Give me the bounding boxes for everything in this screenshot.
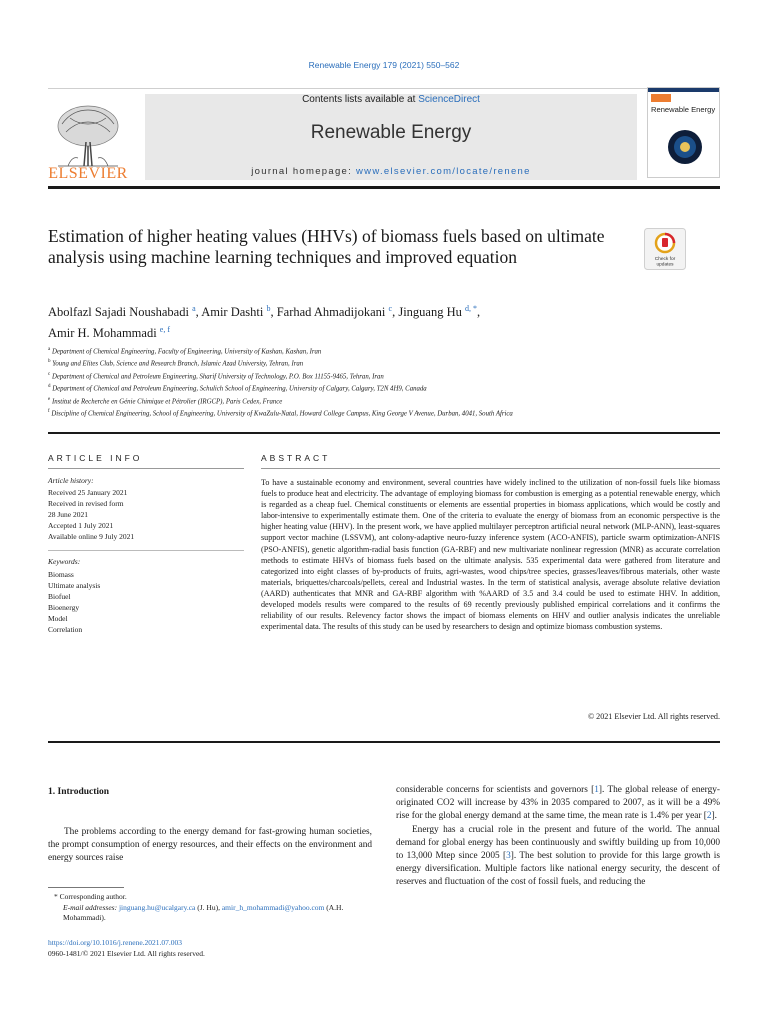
affiliation-key: e <box>48 396 51 402</box>
author-name: Amir H. Mohammadi <box>48 326 157 341</box>
author <box>48 305 201 319</box>
section-rule <box>48 741 720 743</box>
article-info-rule <box>48 468 244 469</box>
author-name: Abolfazl Sajadi Noushabadi <box>48 305 189 320</box>
journal-homepage-link[interactable]: www.elsevier.com/locate/renene <box>356 166 531 177</box>
affiliation-key: f <box>48 409 50 415</box>
introduction-heading: 1. Introduction <box>48 787 110 797</box>
author-affiliation-marker[interactable]: d, * <box>465 304 477 313</box>
body-text: ]. <box>711 811 717 822</box>
email-addresses <box>48 903 372 924</box>
affiliation-text: Institut de Recherche en Génie Chimique et Pétrolier (IRGCP), Paris Cedex, France <box>51 398 283 406</box>
author-affiliation-marker[interactable]: b <box>266 304 271 313</box>
affiliation-item <box>48 407 688 419</box>
contents-line <box>145 94 637 105</box>
abstract-text: To have a sustainable economy and environment, several countries have widely inclined to the utilization of non-fossil fuels like biomass fuels to produce heat and electricity. The advantage of employing biomass for combustion is emerging as a potential renewable energy, which is regarded as a cheap fuel. Chemical constituents or elements are essential properties in biomass applications, which would be costly and labor-intensive to experimentally estimate them. One of the criteria to evaluate the energy of biomass from an economic perspective is the higher heating value (HHV). In the present work, we have applied multilayer perceptron artificial neural network (MLP-ANN), least-squares support vector machine (LSSVM), ant colony-adaptive neuro-fuzzy inference system (ACO-ANFIS), particle swarm optimization-ANFIS (PSO-ANFIS), genetic algorithm-radial basis function (GA-RBF) and new multivariate nonlinear regression (MNR) as accurate correlation methods to estimate HHVs of biomass fuels based on the ultimate analysis. 535 experimental data were gathered from literature and categorized into eight classes of by-products of fruits, agri-wastes, wood chips/tree species, grasses/leaves/fibrous materials, other waste materials, briquettes/charcoals/pellets, cereal and Industrial wastes. In the term of statistical analysis, average absolute relative deviation (AARD) authenticates that MNR and GA-RBF algorithm with %AARD of 3.5 and 3.4 could be used to estimate HHV. In addition, developed models results were compared to the results of 69 recently previously published empirical correlations and it confirms the reliability of our results. Relevency factor shows the impact of biomass elements on HHV and outlier analysis indicates the unreliable experimental data. The results of this study can be used by researchers to design and optimize biomass combustion systems. <box>261 478 720 632</box>
affiliation-key: b <box>48 359 51 365</box>
affiliation-key: a <box>48 347 51 352</box>
history-item: Received 25 January 2021 <box>48 488 128 497</box>
article-history-list <box>48 487 134 542</box>
doi-block <box>48 938 205 959</box>
affiliation-item <box>48 357 688 369</box>
homepage-prefix: journal homepage: <box>251 166 356 177</box>
history-item: 28 June 2021 <box>48 510 88 519</box>
intro-paragraph: The problems according to the energy demand for fast-growing human societies, the prompt consumption of energy resources, and their effects on the environment and energy sources raise <box>48 827 372 864</box>
doi-link[interactable]: https://doi.org/10.1016/j.renene.2021.07.003 <box>48 938 183 947</box>
affiliation-text: Young and Elites Club, Science and Research Branch, Islamic Azad University, Tehran, Iran <box>52 360 304 368</box>
email-link[interactable]: amir_h_mohammadi@yahoo.com <box>221 902 325 912</box>
abstract-heading: ABSTRACT <box>261 453 331 463</box>
footnote-rule <box>48 887 124 888</box>
affiliation-item <box>48 395 688 407</box>
body-paragraph <box>396 784 720 824</box>
affiliation-item <box>48 382 688 394</box>
banner-bottom-rule <box>48 186 720 189</box>
copyright-notice: © 2021 Elsevier Ltd. All rights reserved. <box>587 712 720 721</box>
affiliation-key: d <box>48 384 51 390</box>
journal-cover-thumbnail[interactable] <box>647 87 720 178</box>
publisher-wordmark: ELSEVIER <box>48 165 128 182</box>
author-separator: , <box>392 305 399 320</box>
article-info-heading: ARTICLE INFO <box>48 453 143 463</box>
history-item: Accepted 1 July 2021 <box>48 521 114 530</box>
affiliation-text: Discipline of Chemical Engineering, School of Engineering, University of KwaZulu-Natal, Howard College Campus, King George V Avenue, Durban, 4041, South Africa <box>51 410 513 418</box>
author-separator: , <box>477 305 481 320</box>
keywords-rule <box>48 550 244 551</box>
author-affiliation-marker[interactable]: e, f <box>159 325 171 335</box>
affiliation-text: Department of Chemical and Petroleum Engineering, Sharif University of Technology, P.O. Box 11155-9465, Tehran, Iran <box>51 373 384 381</box>
author <box>277 305 399 319</box>
body-paragraph <box>396 824 720 890</box>
reference-link[interactable]: 3 <box>506 851 511 862</box>
corresponding-author-note: * Corresponding author. <box>54 892 127 901</box>
reference-link[interactable]: 2 <box>706 811 712 822</box>
abstract-rule <box>261 468 720 469</box>
author-name: Farhad Ahmadijokani <box>276 305 386 320</box>
keyword-item: Correlation <box>48 625 83 634</box>
email-link[interactable]: jinguang.hu@ucalgary.ca <box>118 902 196 912</box>
author-name: Amir Dashti <box>201 305 264 320</box>
cover-image-icon <box>666 128 704 166</box>
author <box>398 305 480 319</box>
issn-line: 0960-1481/© 2021 Elsevier Ltd. All rights reserved. <box>48 948 205 958</box>
cover-title: Renewable Energy <box>651 105 716 114</box>
email-owner: (J. Hu), <box>195 902 222 912</box>
banner-top-rule <box>48 88 720 89</box>
right-column-text <box>396 784 720 890</box>
keyword-item: Model <box>48 614 68 623</box>
journal-citation[interactable]: Renewable Energy 179 (2021) 550–562 <box>308 60 460 70</box>
history-item: Received in revised form <box>48 499 124 508</box>
journal-homepage-line <box>145 166 637 177</box>
svg-text:Check for: Check for <box>654 257 676 262</box>
author <box>201 305 277 319</box>
cover-top-band <box>648 88 720 92</box>
email-owner: (A.H. Mohammadi). <box>63 902 344 922</box>
section-rule <box>48 432 720 434</box>
svg-text:updates: updates <box>656 262 674 268</box>
reference-link[interactable]: 1 <box>594 785 599 795</box>
body-text: ]. The global release of energy-originated CO2 will increase by 43% in 2035 compared to 2007, as it will be a 49% rise for the global energy demand at the same time, the mean rate is 1.4% per year [ <box>396 785 720 822</box>
affiliation-text: Department of Chemical Engineering, Faculty of Engineering, University of Kashan, Kashan, Iran <box>51 348 322 356</box>
sciencedirect-link[interactable]: ScienceDirect <box>418 94 480 105</box>
author-affiliation-marker[interactable]: c <box>388 304 393 313</box>
journal-name: Renewable Energy <box>310 122 472 143</box>
email-label: E-mail addresses: <box>63 902 119 912</box>
author-separator: , <box>195 305 202 320</box>
affiliation-item <box>48 345 688 357</box>
keyword-item: Biomass <box>48 570 74 579</box>
affiliation-item <box>48 370 688 382</box>
article-title: Estimation of higher heating values (HHVs) of biomass fuels based on ultimate analysis using machine learning techniques and improved equation <box>48 226 605 267</box>
author-name: Jinguang Hu <box>398 305 462 320</box>
affiliation-key: c <box>48 371 51 377</box>
check-for-updates-icon[interactable] <box>644 228 686 270</box>
keyword-item: Ultimate analysis <box>48 581 101 590</box>
contents-prefix: Contents lists available at <box>302 94 419 105</box>
author-separator: , <box>270 305 277 320</box>
body-text: Energy has a crucial role in the present and future of the world. The annual demand for global energy has been continuously and swiftly building up from 10,000 to 13,000 Mtep since 2005 [ <box>396 824 720 862</box>
footnote <box>48 892 372 924</box>
author <box>48 326 170 340</box>
body-text: considerable concerns for scientists and governors [ <box>396 785 595 795</box>
keyword-item: Bioenergy <box>48 603 80 612</box>
affiliation-list <box>48 345 688 420</box>
affiliation-text: Department of Chemical and Petroleum Engineering, Schulich School of Engineering, University of Calgary, Calgary, T2N 4H9, Canada <box>52 385 427 393</box>
author-list <box>48 300 688 342</box>
keywords-label: Keywords: <box>48 557 81 566</box>
history-item: Available online 9 July 2021 <box>48 532 135 541</box>
article-history-label: Article history: <box>48 476 94 485</box>
author-affiliation-marker[interactable]: a <box>192 304 196 313</box>
keywords-list <box>48 569 100 635</box>
keyword-item: Biofuel <box>48 592 71 601</box>
body-text: ]. The best solution to provide for this large growth is energy diversification. Multiple factors like national energy security, the descent of reserves and fluctuation of the cost of fossil fuels, and reducing the <box>396 851 720 888</box>
cover-publisher-mark <box>651 94 671 102</box>
